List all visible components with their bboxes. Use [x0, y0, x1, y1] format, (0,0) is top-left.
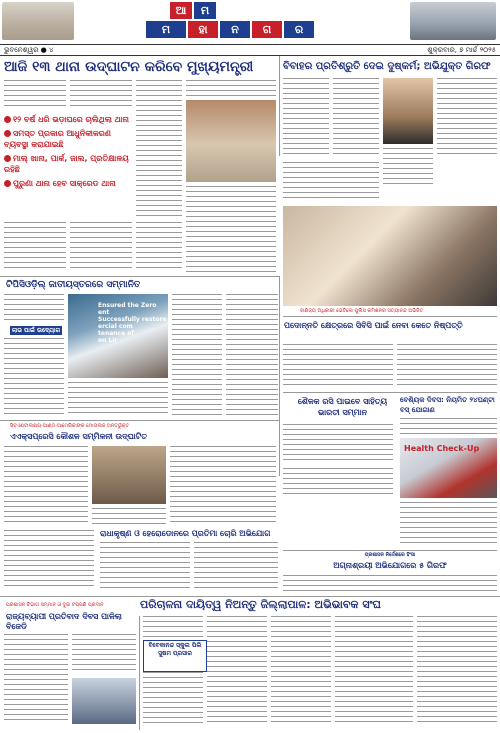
bullet-item — [4, 153, 132, 175]
award-headline: ଟିପିସିଓଡ଼ିଲ୍ ଜାତୀୟସ୍ତରରେ ସମ୍ମାନିତ — [6, 280, 141, 290]
bullet-text: ସମସ୍ତ ପ୍ରକାର ଆଧୁନିକୀକରଣ ବ୍ୟବସ୍ଥା କରାଯାଇଛି — [4, 129, 111, 149]
body-text — [143, 672, 203, 724]
radhakrishna-headline: ରାଧାକୃଷ୍ଣ ଓ ହେରୋଡୋନରେ ପ୍ରତିମା ଚୋରି ଅଭିଯୋଗ — [100, 529, 271, 538]
section-divider — [0, 276, 280, 277]
body-text — [170, 446, 276, 526]
body-text — [283, 78, 329, 158]
section-divider — [283, 392, 497, 393]
body-text — [4, 80, 66, 110]
column-divider — [279, 276, 280, 476]
section-divider — [283, 316, 497, 317]
body-text — [136, 222, 182, 272]
health-checkup-photo — [400, 438, 497, 498]
section-divider — [0, 420, 280, 421]
masthead-building-art — [410, 2, 496, 40]
statewide-photo — [72, 678, 136, 724]
body-text — [194, 542, 278, 590]
body-text — [4, 446, 88, 526]
body-text — [283, 575, 497, 595]
bullet-dot-icon — [4, 130, 11, 137]
body-text — [271, 616, 331, 724]
body-text — [92, 508, 166, 526]
body-text — [383, 148, 433, 188]
award-photo-line: tenance of — [98, 330, 134, 337]
body-text — [417, 616, 497, 724]
body-text — [333, 78, 379, 158]
school-headline: ବିବେକାନନ୍ଦ ସ୍କୁଲ ପିଲି ସୁଷମ ପ୍ରସାର — [148, 642, 202, 657]
masthead — [0, 0, 500, 44]
body-text — [70, 80, 132, 110]
masthead-letter: ମ — [146, 21, 186, 38]
bullet-item — [4, 178, 132, 189]
body-text — [335, 616, 413, 724]
page-label: ଭୁବନେଶ୍ୱର ● ୪ — [4, 46, 54, 54]
award-photo-line: ercial com — [98, 323, 133, 330]
body-text — [283, 162, 379, 202]
school-box — [143, 640, 207, 672]
body-text — [283, 424, 393, 464]
masthead-letter: ର — [284, 21, 314, 38]
statewide-kicker: ପ୍ରଶାସନ ବିଭାଗ ସମ୍ମାନ ଓ ଦୁଇ ଟପ୍ପଣି ପ୍ରଦାନ — [6, 602, 104, 608]
cyber-headline: ପଦୋନ୍ନତି କ୍ଷେତ୍ରରେ ସିବିସି ପାଇଁ ନେବା କେତେ ନିଷ୍ପତ୍ତି — [284, 321, 463, 330]
statewide-headline: ରାଜ୍ୟବ୍ୟାପୀ ପ୍ରତିବାଦ ଦିବସ ପାଳିଲା ବିଜେଡି — [6, 612, 122, 631]
masthead-spacer — [218, 2, 288, 19]
body-text — [172, 294, 222, 416]
bullet-text: ମାଲ୍ ଖାନା, ପାର୍କ, ଜାଲ, ପ୍ରତିକ୍ଷାଳୟ ରହିଛି — [4, 154, 129, 174]
commissioner-caption: ବାଣିଜ୍ୟ ଅଧିକାରୀ ଭେଟିଲେ ପୁଲିସ କମିଶନର ସତ୍ୟାନନ୍ଦ ଅଭିଜିତ — [300, 308, 424, 314]
literature-headline: ଶୈଳକ ରସି ପାଇବେ ସାହିତ୍ୟ ଭାରତୀ ସମ୍ମାନ — [297, 397, 388, 417]
body-text — [4, 634, 68, 724]
accused-photo — [383, 78, 433, 144]
bullet-text: ପୁରୁଣା ଥାନା ହେବ ସାକ୍ରେଡ ଥାନା — [13, 179, 116, 188]
award-photo-line: on Lir — [98, 337, 118, 344]
column-divider — [139, 616, 140, 730]
bullet-text: ୧୨ ବର୍ଷ ଧରି ଭଡ଼ାଘରେ ଚାଲିଥିଲା ଥାନା — [13, 115, 129, 124]
top-story-headline: ଆଜି ୧୩ ଥାନା ଉଦ୍‌ଘାଟନ କରିବେ ମୁଖ୍ୟମନ୍ତ୍ରୀ — [4, 59, 254, 75]
violence-headline: ଅଗ୍ନାଶ୍ରୟୀ ଅଭିଯୋଗରେ ୫ ଗିରଫ — [333, 561, 447, 570]
body-text — [207, 616, 267, 724]
health-photo-text: Health Check-Up — [404, 444, 480, 453]
body-text — [136, 80, 182, 220]
award-photo-text — [98, 302, 168, 344]
award-photo — [68, 294, 168, 378]
body-text — [226, 294, 278, 416]
award-photo-line: Successfully restore — [98, 316, 167, 323]
bullet-dot-icon — [4, 180, 11, 187]
column-divider — [279, 56, 280, 156]
top-story-bullets — [4, 114, 132, 189]
violence-kicker: ପ୍ରଶାସନ ନିର୍ଦ୍ଦେଶରେ ହିଂସା — [364, 552, 416, 558]
police-station-photo — [186, 100, 276, 182]
engineering-photo — [92, 446, 166, 504]
body-text — [72, 634, 136, 674]
bus-headline: ବେଶ୍ୟିକ ଦିବସ: ନିୟମିତ ୨୪ଘଣ୍ଟା ବସ୍ ଯୋଗାଣ — [400, 396, 495, 414]
bullet-item — [4, 128, 132, 150]
commissioner-photo — [283, 206, 497, 306]
body-text — [143, 616, 203, 638]
masthead-letter: ମ — [194, 2, 216, 19]
bullet-item — [4, 114, 132, 125]
masthead-title — [146, 2, 314, 38]
engineering-kicker: ସିବଏଣ୍ଟାଲକ୍ଷ୍ୟ-ଆଣ୍ଡ-ଆମେରିକାଙ୍କ ମୋତାଲଜ ଅନ୍ତର୍ଭୁକ୍ତ — [10, 423, 130, 429]
bullet-dot-icon — [4, 116, 11, 123]
body-text — [186, 186, 276, 272]
masthead-temple-art — [2, 2, 74, 40]
section-divider — [283, 550, 497, 551]
award-photo-line: Ensured the Zero ent — [98, 302, 157, 316]
body-text — [4, 338, 64, 416]
masthead-letter: ଆ — [170, 2, 192, 19]
engineering-headline: ଏଏକ୍ସପ୍ରେସି କୌଶଳ ସମ୍ମିଳନୀ ଉଦ୍‌ଘାଟିତ — [10, 432, 147, 441]
masthead-letter: ଗ — [252, 21, 282, 38]
body-text — [186, 80, 276, 96]
body-text — [70, 222, 132, 272]
bottom-banner-headline: ପରିଚାଳନା ଦାୟିତ୍ୱ ନିଅନ୍ତୁ ଜିଲ୍ଲାପାଳ: ଅଭିଭାବକ ସଂଘ — [140, 598, 381, 611]
section-divider — [0, 596, 500, 597]
body-text — [68, 382, 168, 416]
masthead-letter: ନ — [220, 21, 250, 38]
bullet-dot-icon — [4, 155, 11, 162]
body-text — [400, 418, 497, 434]
body-text — [4, 294, 64, 324]
body-text — [283, 344, 393, 388]
body-text — [400, 502, 497, 546]
marriage-headline: ବିବାହର ପ୍ରତିଶ୍ରୁତି ଦେଇ ଦୁଷ୍କର୍ମ; ଅଭିଯୁକ୍ତ ଗିରଫ — [283, 61, 491, 72]
body-text — [4, 530, 94, 590]
masthead-letter: ହା — [188, 21, 218, 38]
body-text — [4, 222, 66, 272]
body-text — [437, 78, 497, 158]
workshop-subhead: ଲାଭ ପାଇଁ ଉଦ୍ୟୋଗ — [11, 327, 61, 334]
body-text — [283, 468, 393, 498]
date-label: ଶୁକ୍ରବାର, ୭ ମାର୍ଚ୍ଚ ୨୦୨୫ — [427, 46, 496, 54]
body-text — [397, 344, 497, 388]
masthead-info-bar — [0, 44, 500, 56]
body-text — [100, 542, 190, 590]
